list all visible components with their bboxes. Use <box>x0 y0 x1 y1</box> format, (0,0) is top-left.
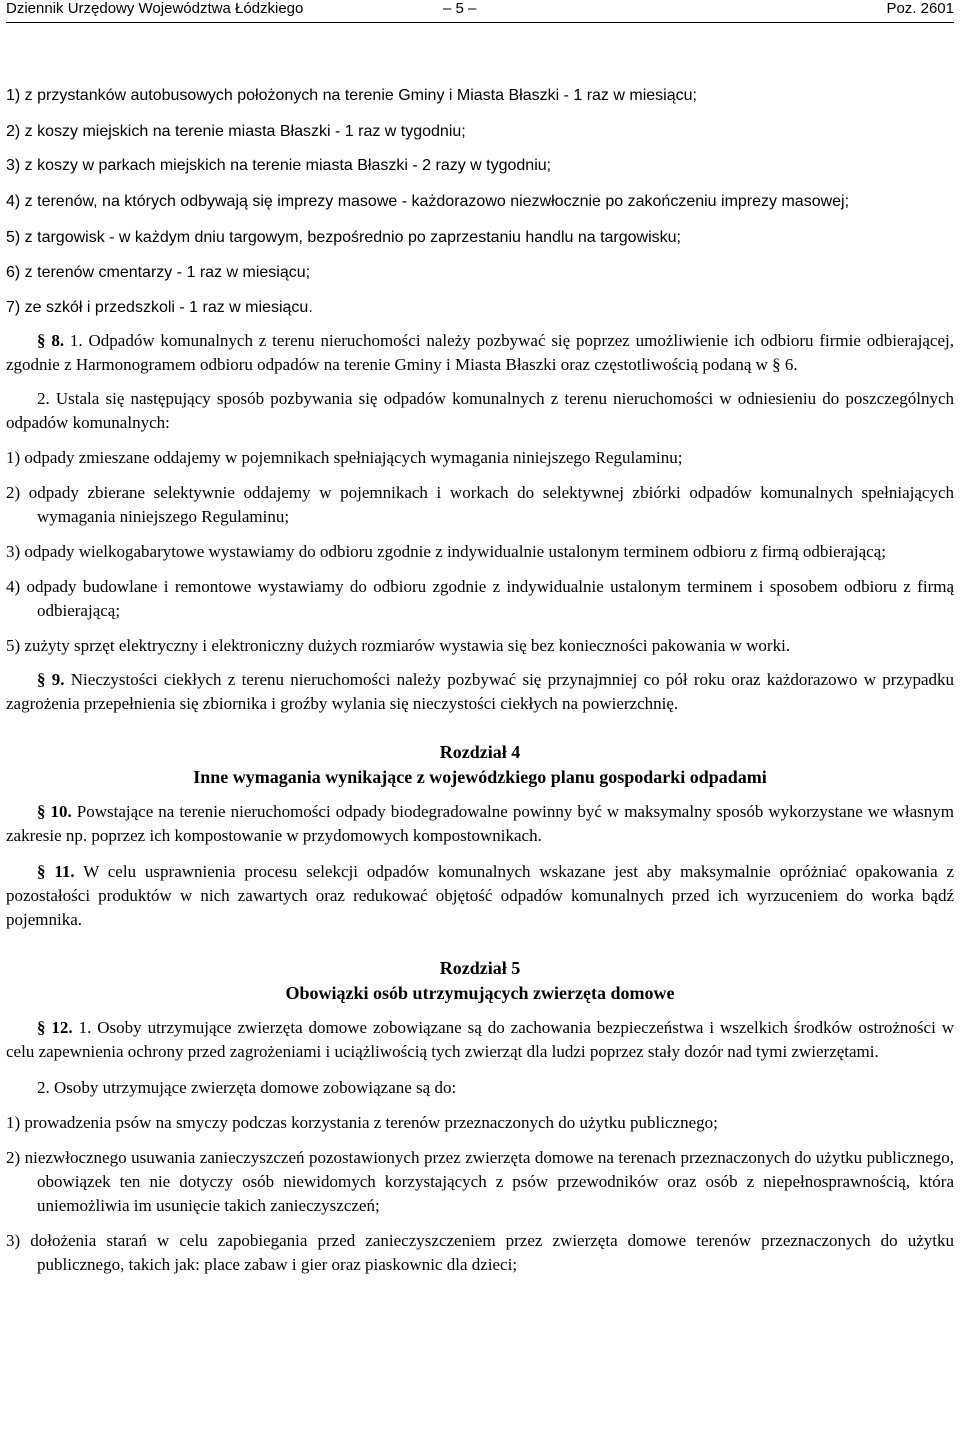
journal-title: Dziennik Urzędowy Województwa Łódzkiego <box>6 0 304 17</box>
chapter-title: Rozdział 4 <box>439 742 521 762</box>
list-item: 2) odpady zbierane selektywnie oddajemy w pojemnikach i workach do selektywnej zbiórki odpadów komunalnych spełniających wymagania niniejszego Regulaminu; <box>6 483 954 526</box>
paragraph-11 <box>6 860 954 932</box>
paragraph-text: Powstające na terenie nieruchomości odpady biodegradowalne powinny być w maksymalny sposób wykorzystane we własnym zakresie np. poprzez ich kompostowanie w przydomowych kompostownikach. <box>6 802 954 845</box>
paragraph-text: Nieczystości ciekłych z terenu nieruchomości należy pozbywać się przynajmniej co pół roku oraz każdorazowo w przypadku zagrożenia przepełnienia się zbiornika i groźby wylania się nieczystości ciekłych na powierzchnię. <box>6 670 954 713</box>
chapter-title: Rozdział 5 <box>439 958 521 978</box>
paragraph-text: W celu usprawnienia procesu selekcji odpadów komunalnych wskazane jest aby maksymalnie opróżniać opakowania z pozostałości produktów w nich zawartych oraz redukować objętość odpadów komunalnych przed ich wyrzuceniem do worka bądź pojemnika. <box>6 862 954 929</box>
list-item: 1) z przystanków autobusowych położonych na terenie Gminy i Miasta Błaszki - 1 raz w miesiącu; <box>6 87 697 104</box>
position-number: Poz. 2601 <box>886 0 954 17</box>
section-number: § 11. <box>37 862 75 881</box>
list-item: 6) z terenów cmentarzy - 1 raz w miesiącu; <box>6 264 311 281</box>
list-item: 3) odpady wielkogabarytowe wystawiamy do odbioru zgodnie z indywidualnie ustalonym terminem odbioru z firmą odbierającą; <box>6 542 886 561</box>
paragraph-8-1 <box>6 329 954 377</box>
section-number: § 8. <box>37 331 65 350</box>
page-header <box>6 0 954 23</box>
chapter-subtitle: Inne wymagania wynikające z wojewódzkiego planu gospodarki odpadami <box>193 767 767 787</box>
list-item: 7) ze szkół i przedszkoli - 1 raz w miesiącu. <box>6 299 313 316</box>
list-item: 2) z koszy miejskich na terenie miasta Błaszki - 1 raz w tygodniu; <box>6 123 466 140</box>
list-item: 4) odpady budowlane i remontowe wystawiamy do odbioru zgodnie z indywidualnie ustalonym terminem i sposobem odbioru z firmą odbierającą; <box>6 577 954 620</box>
paragraph-text: 1. Odpadów komunalnych z terenu nieruchomości należy pozbywać się poprzez umożliwienie ich odbioru firmie odbierającej, zgodnie z Harmonogramem odbioru odpadów na terenie Gminy i Miasta Błaszki oraz częstotliwością podaną w § 6. <box>6 331 954 374</box>
list-item: 1) prowadzenia psów na smyczy podczas korzystania z terenów przeznaczonych do użytku publicznego; <box>6 1113 718 1132</box>
list-item: 5) zużyty sprzęt elektryczny i elektroniczny dużych rozmiarów wystawia się bez konieczności pakowania w worki. <box>6 636 791 655</box>
collection-frequency-list <box>6 84 954 320</box>
paragraph-10 <box>6 800 954 848</box>
document-body <box>6 84 954 1277</box>
list-item: 3) dołożenia starań w celu zapobiegania przed zanieczyszczeniem przez zwierzęta domowe terenów przeznaczonych do użytku publicznego, takich jak: place zabaw i gier oraz piaskownic dla dzieci; <box>6 1231 954 1274</box>
list-item: 2) niezwłocznego usuwania zanieczyszczeń pozostawionych przez zwierzęta domowe na terenach przeznaczonych do użytku publicznego, obowiązek ten nie dotyczy osób niewidomych korzystających z psów przewodników oraz osób z niepełnosprawnością, która uniemożliwia im usunięcie takich zanieczyszczeń; <box>6 1148 954 1215</box>
page-number: – 5 – <box>443 0 477 17</box>
paragraph-text: 1. Osoby utrzymujące zwierzęta domowe zobowiązane są do zachowania bezpieczeństwa i wszelkich środków ostrożności w celu zapewnienia ochrony przed zagrożeniami i uciążliwością tych zwierząt dla ludzi poprzez stały dozór nad tymi zwierzętami. <box>6 1018 954 1061</box>
paragraph-9 <box>6 668 954 716</box>
chapter-subtitle: Obowiązki osób utrzymujących zwierzęta domowe <box>285 983 675 1003</box>
section-number: § 12. <box>37 1018 73 1037</box>
list-item: 3) z koszy w parkach miejskich na terenie miasta Błaszki - 2 razy w tygodniu; <box>6 157 552 174</box>
paragraph-12-2: 2. Osoby utrzymujące zwierzęta domowe zobowiązane są do: <box>37 1078 457 1097</box>
section-number: § 10. <box>37 802 72 821</box>
list-item: 1) odpady zmieszane oddajemy w pojemnikach spełniających wymagania niniejszego Regulaminu; <box>6 448 683 467</box>
list-item: 4) z terenów, na których odbywają się imprezy masowe - każdorazowo niezwłocznie po zakończeniu imprezy masowej; <box>6 193 850 210</box>
list-item: 5) z targowisk - w każdym dniu targowym, bezpośrednio po zaprzestaniu handlu na targowisku; <box>6 229 681 246</box>
paragraph-12-1 <box>6 1016 954 1064</box>
paragraph-8-2: 2. Ustala się następujący sposób pozbywania się odpadów komunalnych z terenu nieruchomości w odniesieniu do poszczególnych odpadów komunalnych: <box>6 389 954 432</box>
section-number: § 9. <box>37 670 65 689</box>
